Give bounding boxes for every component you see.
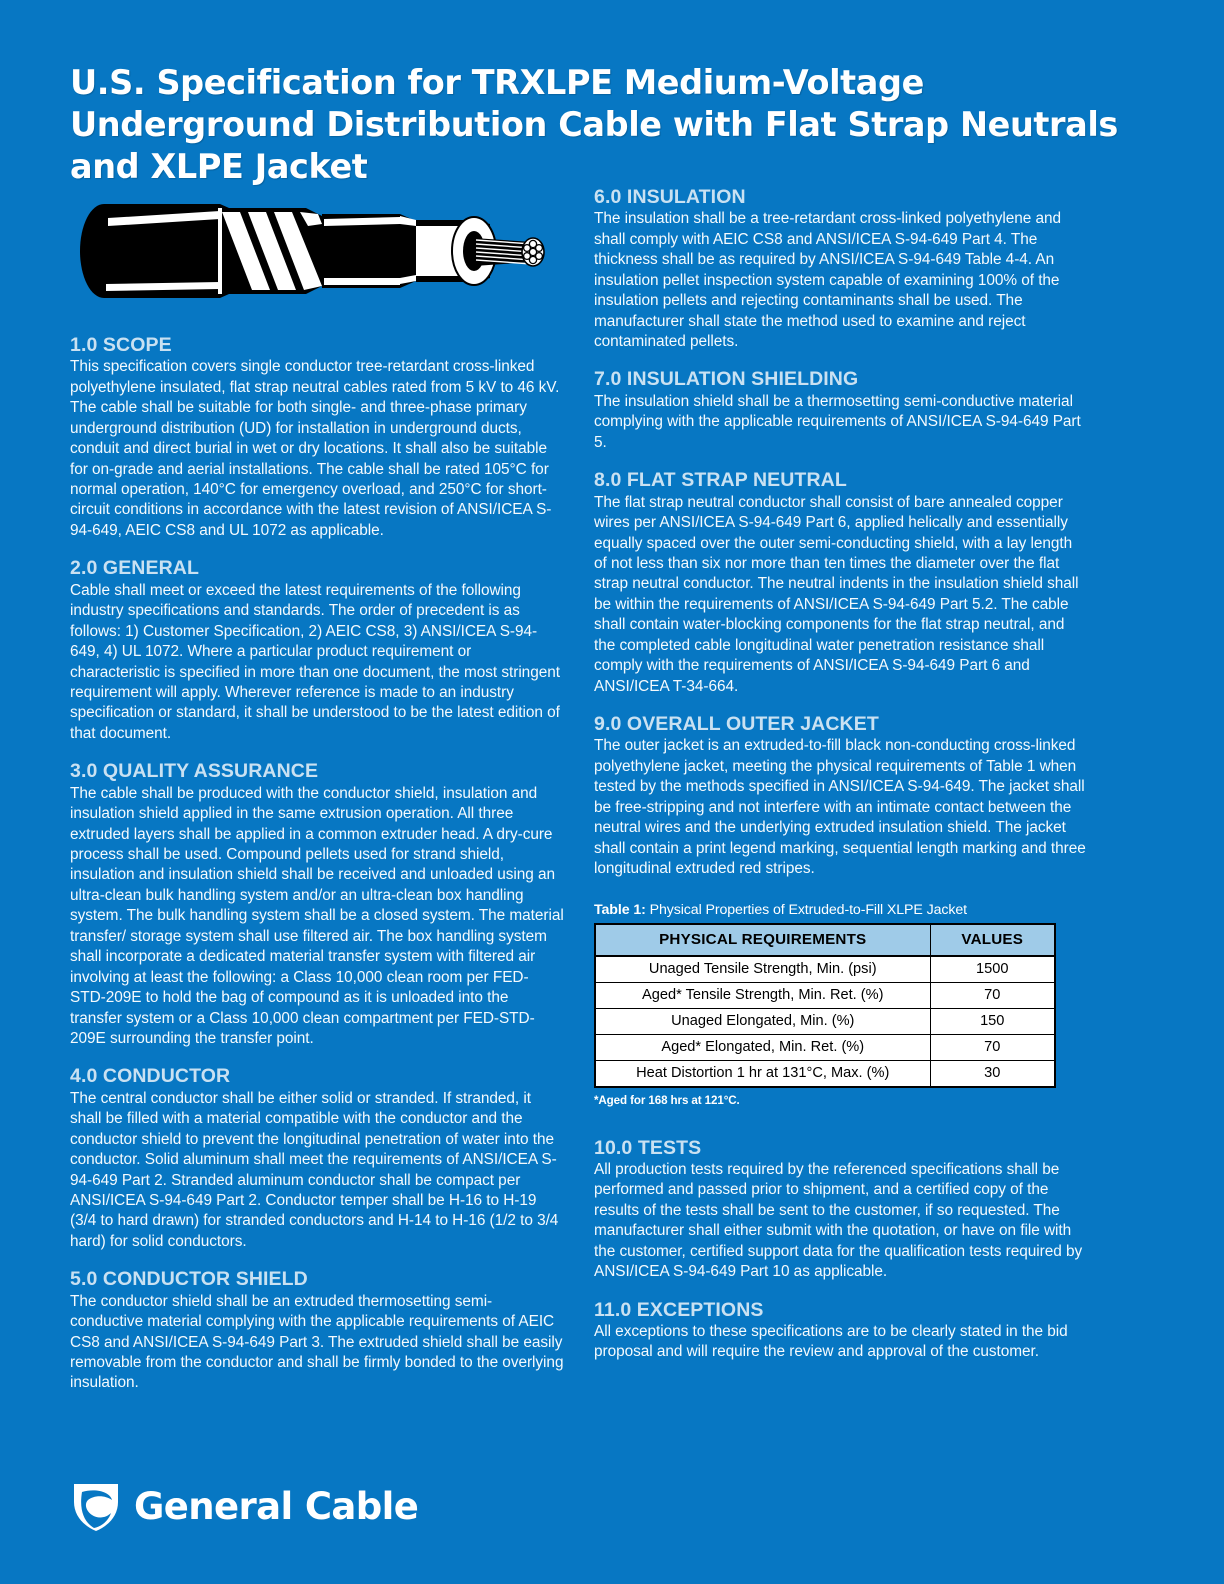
section-heading: 4.0 CONDUCTOR [70,1065,231,1088]
section-body: The conductor shield shall be an extruded thermosetting semi-conductive material complying with the applicable requirements of AEIC CS8 and ANSI/ICEA S-94-649 Part 3. The extruded shield shall be easily removable from the conductor and shall be firmly bonded to the overlying insulation. [70,1292,564,1392]
table-header-row [595,924,1055,956]
cell-value: 70 [930,1034,1055,1060]
left-column [70,186,564,1394]
right-column [594,186,1088,1363]
section-2-general [70,557,564,744]
column-header-values: VALUES [930,924,1055,956]
table-row [595,1008,1055,1034]
section-7-insulation-shielding [594,368,1088,453]
cell-value: 150 [930,1008,1055,1034]
section-heading: 2.0 GENERAL [70,557,199,580]
section-body: The insulation shall be a tree-retardant cross-linked polyethylene and shall comply with AEIC CS8 and ANSI/ICEA S-94-649 Part 4. The thickness shall be as required by ANSI/ICEA S-94-649 Table 4-4. An insulation pellet inspection system capable of examining 100% of the insulation pellets and rejecting contaminants shall be used. The manufacturer shall state the method used to examine and reject contaminated pellets. [594,210,1062,351]
table-1-block [594,902,1088,1107]
table-row [595,956,1055,983]
brand-name: General Cable [134,1484,419,1528]
section-heading: 8.0 FLAT STRAP NEUTRAL [594,469,847,492]
section-body: The outer jacket is an extruded-to-fill black non-conducting cross-linked polyethylene jacket, meeting the physical requirements of Table 1 when tested by the methods specified in ANSI/ICEA S-94-649. The jacket shall be free-stripping and not interfere with an intimate contact between the neutral wires and the underlying extruded insulation shield. The jacket shall contain a print legend marking, sequential length marking and three longitudinal extruded red stripes. [594,737,1086,878]
column-header-requirements: PHYSICAL REQUIREMENTS [595,924,930,956]
physical-properties-table [594,923,1056,1088]
section-body: The central conductor shall be either solid or stranded. If stranded, it shall be filled with a material compatible with the conductor and the conductor shield to prevent the longitudinal penetration of water into the conductor. Solid aluminum shall meet the requirements of ANSI/ICEA S-94-649 Part 2. Stranded aluminum conductor shall be compact per ANSI/ICEA S-94-649 Part 2. Conductor temper shall be H-16 to H-19 (3/4 to hard drawn) for stranded conductors and H-14 to H-16 (1/2 to 3/4 hard) for solid conductors. [70,1089,559,1250]
table-footnote: *Aged for 168 hrs at 121°C. [594,1093,740,1107]
section-body: The flat strap neutral conductor shall consist of bare annealed copper wires per ANSI/ICEA S-94-649 Part 6, applied helically and essentially equally spaced over the outer semi-conducting shield, with a lay length of not less than six nor more than ten times the diameter over the flat strap neutral conductor. The neutral indents in the insulation shield shall be within the requirements of ANSI/ICEA S-94-649 Part 5.2. The cable shall contain water-blocking components for the flat strap neutral, and the completed cable longitudinal water penetration resistance shall comply with the requirements of ANSI/ICEA S-94-649 Part 6 and ANSI/ICEA T-34-664. [594,493,1079,695]
cutaway-cable-illustration [70,186,564,316]
section-10-tests [594,1137,1088,1283]
section-heading: 9.0 OVERALL OUTER JACKET [594,713,879,736]
section-heading: 3.0 QUALITY ASSURANCE [70,760,319,783]
section-heading: 7.0 INSULATION SHIELDING [594,368,859,391]
section-heading: 1.0 SCOPE [70,334,172,356]
section-4-conductor [70,1065,564,1252]
table-caption-text: Physical Properties of Extruded-to-Fill XLPE Jacket [645,901,968,918]
section-heading: 6.0 INSULATION [594,186,746,208]
section-body: Cable shall meet or exceed the latest requirements of the following industry specifications and standards. The order of precedent is as follows: 1) Customer Specification, 2) AEIC CS8, 3) ANSI/ICEA S-94-649, 4) UL 1072. Where a particular product requirement or characteristic is specified in more than one document, the most stringent requirement will apply. Wherever reference is made to an industry specification or standard, it shall be understood to be the latest edition of that document. [70,581,560,742]
section-8-flat-strap-neutral [594,469,1088,697]
section-11-exceptions [594,1299,1088,1363]
shield-swoosh-icon [72,1480,120,1532]
section-3-quality-assurance [70,760,564,1049]
section-6-insulation [594,186,1088,352]
title-block [70,62,1130,189]
section-heading: 10.0 TESTS [594,1136,702,1159]
section-body: This specification covers single conductor tree-retardant cross-linked polyethylene insulated, flat strap neutral cables rated from 5 kV to 46 kV. The cable shall be suitable for both single- and three-phase primary underground distribution (UD) for installation in underground ducts, conduit and direct burial in wet or dry locations. It shall also be suitable for on-grade and aerial installations. The cable shall be rated 105°C for normal operation, 140°C for emergency overload, and 250°C for short-circuit conditions in accordance with the latest revision of ANSI/ICEA S-94-649, AEIC CS8 and UL 1072 as applicable. [70,358,560,539]
cell-value: 30 [930,1060,1055,1087]
cell-requirement: Unaged Elongated, Min. (%) [595,1008,930,1034]
section-1-scope [70,334,564,541]
cell-requirement: Aged* Tensile Strength, Min. Ret. (%) [595,982,930,1008]
table-row [595,982,1055,1008]
section-body: All exceptions to these specifications are to be clearly stated in the bid proposal and will require the review and approval of the customer. [594,1322,1068,1361]
cell-requirement: Aged* Elongated, Min. Ret. (%) [595,1034,930,1060]
table-caption-label: Table 1: [594,901,646,918]
cable-diagram-svg [70,186,564,316]
section-heading: 11.0 EXCEPTIONS [594,1298,764,1321]
cell-value: 1500 [930,956,1055,983]
section-body: All production tests required by the referenced specifications shall be performed and passed prior to shipment, and a certified copy of the results of the tests shall be sent to the customer, if so requested. The manufacturer shall either submit with the quotation, or have on file with the customer, certified support data for the qualification tests required by ANSI/ICEA S-94-649 Part 10 as applicable. [594,1160,1083,1281]
table-caption [594,902,1088,918]
page-title: U.S. Specification for TRXLPE Medium-Voltage Underground Distribution Cable with Flat Strap Neutrals and XLPE Jacket [70,63,1118,187]
section-body: The insulation shield shall be a thermosetting semi-conductive material complying with the applicable requirements of ANSI/ICEA S-94-649 Part 5. [594,392,1081,451]
cell-requirement: Heat Distortion 1 hr at 131°C, Max. (%) [595,1060,930,1087]
section-heading: 5.0 CONDUCTOR SHIELD [70,1268,308,1291]
section-5-conductor-shield [70,1268,564,1394]
table-row [595,1060,1055,1087]
table-row [595,1034,1055,1060]
section-9-overall-outer-jacket [594,713,1088,879]
section-body: The cable shall be produced with the conductor shield, insulation and insulation shield applied in the same extrusion operation. All three extruded layers shall be applied in a common extruder head. A dry-cure process shall be used. Compound pellets used for strand shield, insulation and insulation shield shall be received and unloaded using an ultra-clean bulk handling system and/or an ultra-clean box handling system. The bulk handling system shall be a closed system. The material transfer/ storage system shall use filtered air. The box handling system shall incorporate a dedicated material transfer system with filtered air involving at least the following: a Class 10,000 clean room per FED-STD-209E to hold the bag of compound as it is unloaded into the transfer system or a Class 10,000 clean compartment per FED-STD-209E surrounding the transfer point. [70,784,564,1047]
cell-value: 70 [930,982,1055,1008]
cell-requirement: Unaged Tensile Strength, Min. (psi) [595,956,930,983]
footer-logo [72,1480,418,1532]
